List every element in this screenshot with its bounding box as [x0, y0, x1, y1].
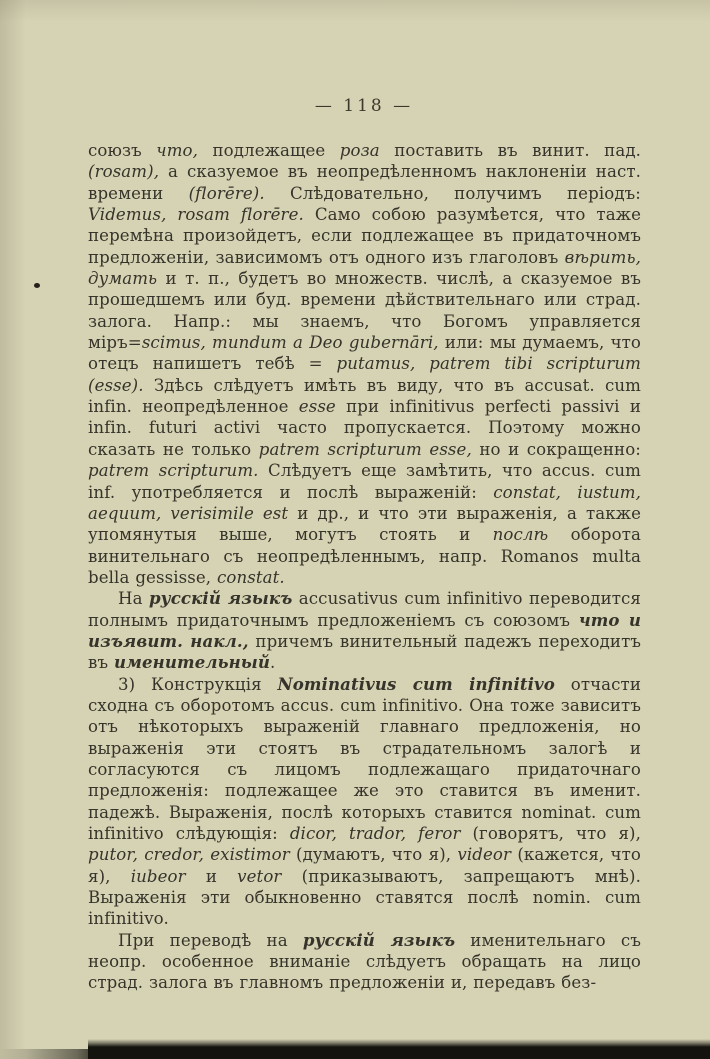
text-segment: (думаютъ, что я),	[289, 845, 458, 865]
binding-shadow	[88, 1039, 710, 1059]
text-segment: (rosam),	[88, 162, 160, 182]
text-segment: и др., и что эти выраженія, а также упомянутыя выше, могутъ стоять и	[88, 503, 641, 545]
text-segment: и	[185, 866, 238, 886]
text-segment: что и изъявит. накл.,	[88, 609, 641, 651]
text-segment: (приказываютъ, запрещаютъ мнѣ). Выраженія эти обыкновенно ставятся послѣ nomin. cum infinitivo.	[88, 866, 641, 929]
text-segment: patrem scripturum.	[88, 461, 259, 481]
text-segment: constat.	[217, 567, 285, 587]
text-segment: и т. п., будетъ во множеств. числѣ, а сказуемое въ прошедшемъ или буд. времени дѣйствительнаго или страд. залога. Напр.: мы знаемъ, что Богомъ управляется міръ=	[88, 269, 641, 353]
text-block	[88, 140, 641, 994]
text-segment: именительнаго съ неопр. особенное вниманіе слѣдуетъ обращать на лицо страд. залога въ главномъ предложеніи и, передавъ без-	[88, 930, 641, 993]
text-segment: .	[270, 653, 276, 673]
text-segment: отчасти сходна съ оборотомъ accus. cum infinitivo. Она тоже зависитъ отъ нѣкоторыхъ выраженій главнаго предложенія, но выраженія эти стоятъ въ страдательномъ залогѣ и согласуются съ лицомъ подлежащаго придаточнаго предложенія: подлежащее же это ставится въ именит. падежѣ. Выраженія, послѣ которыхъ ставится nominat. cum infinitivo слѣдующія:	[88, 674, 641, 843]
text-segment: причемъ винительный падежъ переходитъ въ	[88, 631, 642, 673]
scan-shadow-top	[0, 0, 710, 22]
text-segment: putamus, patrem tibi scripturum (esse).	[88, 354, 641, 395]
text-segment: вѣрить, думать	[88, 247, 641, 289]
text-segment: iubeor	[130, 866, 186, 886]
paragraph	[88, 930, 641, 994]
text-segment: именительный	[113, 652, 270, 673]
paragraph	[88, 674, 641, 930]
text-segment: русскій языкъ	[302, 929, 456, 950]
text-segment: При переводѣ на	[118, 930, 303, 950]
paragraph	[88, 140, 641, 588]
text-segment: или: мы думаемъ, что отецъ напишетъ тебѣ =	[88, 333, 642, 374]
text-segment: послѣ	[492, 525, 549, 545]
text-segment: esse	[298, 397, 336, 417]
text-segment: подлежащее	[198, 141, 340, 160]
text-segment: Само собою разумѣется, что таже перемѣна произойдетъ, если подлежащее въ придаточномъ предложеніи, зависимомъ отъ одного изъ глаголовъ	[88, 205, 641, 267]
text-segment: constat, iustum, aequum, verisimile est	[88, 482, 641, 523]
binding-shadow-left	[0, 1049, 110, 1059]
text-segment: scimus, mundum a Deo gubernāri,	[141, 333, 439, 353]
text-segment: при infinitivus perfecti passivi и infin. futuri activi часто пропускается. Поэтому можно сказать не только	[88, 397, 641, 459]
text-segment: русскій языкъ	[148, 588, 293, 609]
text-segment: Слѣдуетъ еще замѣтить, что accus. cum inf. употребляется и послѣ выраженій:	[88, 461, 641, 502]
text-segment: patrem scripturum esse,	[258, 439, 472, 459]
text-segment: putor, credor, existimor	[88, 845, 290, 865]
text-segment: Слѣдовательно, получимъ періодъ:	[264, 183, 641, 203]
text-segment: Videmus, rosam florēre.	[88, 205, 304, 225]
text-segment: (florēre).	[188, 183, 265, 203]
paragraph	[88, 588, 641, 673]
ink-speck	[34, 283, 40, 288]
text-segment: Здѣсь слѣдуетъ имѣть въ виду, что въ accusat. cum infin. неопредѣленное	[88, 375, 641, 417]
text-segment: videor	[457, 845, 512, 865]
text-segment: оборота винительнаго съ неопредѣленнымъ, напр. Romanos multa bella gessisse,	[88, 525, 641, 587]
text-segment: (кажется, что я),	[88, 845, 641, 886]
text-segment: союзъ	[88, 141, 157, 160]
text-segment: dicor, trador, feror	[289, 824, 461, 843]
text-segment: Nominativus cum infinitivo	[277, 673, 555, 694]
text-segment: На	[118, 589, 149, 609]
text-segment: (говорятъ, что я),	[460, 824, 641, 843]
text-segment: 3) Конструкція	[118, 674, 278, 694]
text-segment: что,	[156, 141, 199, 160]
text-segment: роза	[339, 141, 380, 160]
text-segment: а сказуемое въ неопредѣленномъ наклоненіи наст. времени	[88, 162, 641, 203]
text-segment: но и сокращенно:	[471, 439, 641, 459]
page-number: — 118 —	[314, 96, 414, 116]
text-segment: accusativus cum infinitivo переводится полнымъ придаточнымъ предложеніемъ съ союзомъ	[88, 589, 641, 630]
text-segment: vetor	[237, 866, 282, 886]
text-segment: поставить въ винит. пад.	[379, 141, 642, 160]
scan-shadow-left	[0, 0, 26, 1059]
